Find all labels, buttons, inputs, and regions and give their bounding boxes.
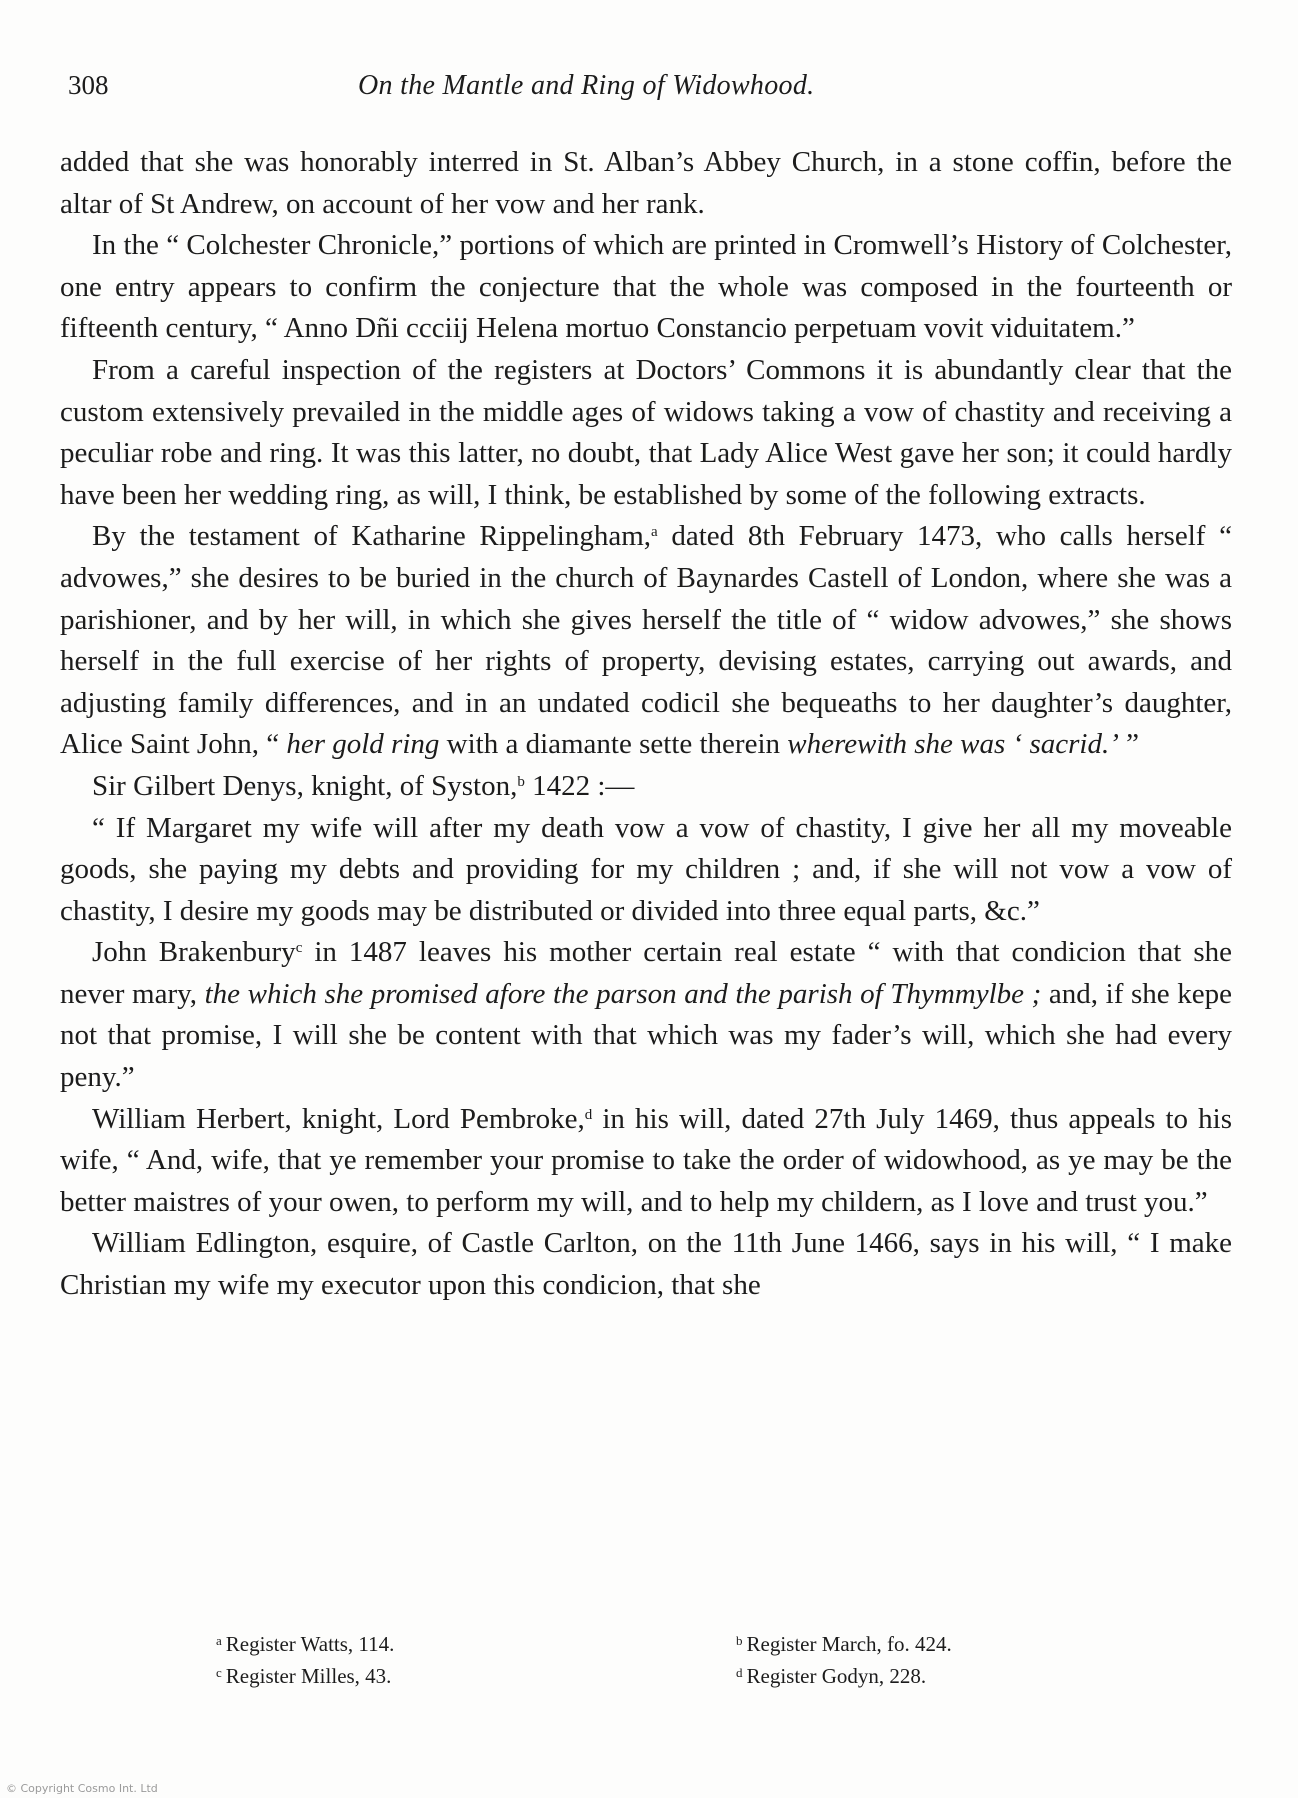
footnote-ref-a: a — [651, 524, 658, 541]
footnote-row — [216, 1628, 1066, 1660]
footnote-ref-b: b — [517, 773, 525, 790]
paragraph-5 — [60, 766, 1232, 808]
paragraph-6: “ If Margaret my wife will after my death vow a vow of chastity, I give her all my moveable goods, she paying my debts and providing for my children ; and, if she will not vow a vow of chastity, I desire my goods may be distributed or divided into three equal parts, &c.” — [60, 811, 1232, 927]
paragraph-7 — [60, 932, 1232, 1098]
footnote-text-a: Register Watts, 114. — [225, 1632, 395, 1656]
footnote-a — [216, 1628, 736, 1660]
body-text — [60, 142, 1232, 1307]
paragraph-5-text-a: Sir Gilbert Denys, knight, of Syston, — [92, 769, 518, 802]
footnote-text-d: Register Godyn, 228. — [746, 1664, 927, 1688]
paragraph-4-text-a: By the testament of Katharine Rippelingham, — [92, 520, 651, 553]
paragraph-2: In the “ Colchester Chronicle,” portions of which are printed in Cromwell’s History of Colchester, one entry appears to confirm the conjecture that the whole was composed in the fourteenth or fifteenth century, “ Anno Dñi ccciij Helena mortuo Constancio perpetuam vovit viduitatem.” — [60, 229, 1232, 345]
footnote-mark-c: c — [216, 1665, 222, 1680]
running-title: On the Mantle and Ring of Widowhood. — [358, 70, 815, 101]
footnote-ref-d: d — [584, 1106, 593, 1123]
running-header — [68, 70, 1238, 110]
footnote-text-c: Register Milles, 43. — [225, 1664, 392, 1688]
paragraph-8-text-b: in his will, dated 27th July 1469, thus appeals to his wife, “ And, wife, that ye remember your promise to take the order of widowhood, as ye may be the better maistres of your owen, to perform my will, and to help my childern, as I love and trust you.” — [60, 1102, 1233, 1218]
paragraph-4-italic-1: her gold ring — [286, 728, 440, 761]
footnote-mark-d: d — [736, 1665, 743, 1680]
footnote-text-b: Register March, fo. 424. — [746, 1632, 952, 1656]
footnote-row — [216, 1660, 1066, 1692]
paragraph-5-text-b: 1422 :— — [524, 769, 635, 802]
paragraph-7-text-b: in 1487 leaves his mother certain real estate “ with that condicion that she never mary, — [60, 936, 1233, 1010]
paragraph-9: William Edlington, esquire, of Castle Carlton, on the 11th June 1466, says in his will, “ I make Christian my wife my executor upon this condicion, that she — [60, 1227, 1232, 1302]
paragraph-4-text-b: dated 8th February 1473, who calls herself “ advowes,” she desires to be buried in the church of Baynardes Castell of London, where she was a parishioner, and by her will, in which she gives herself the title of “ widow advowes,” she shows herself in the full exercise of her rights of property, devising estates, carrying out awards, and adjusting family differences, and in an undated codicil she bequeaths to her daughter’s daughter, Alice Saint John, “ — [60, 520, 1232, 761]
paragraph-8 — [60, 1099, 1232, 1224]
paragraph-8-text-a: William Herbert, knight, Lord Pembroke, — [92, 1102, 585, 1135]
copyright-notice: © Copyright Cosmo Int. Ltd — [6, 1782, 158, 1795]
page-number: 308 — [68, 70, 109, 100]
paragraph-4-text-c: with a diamante sette therein — [439, 728, 788, 761]
footnote-mark-b: b — [736, 1633, 743, 1648]
paragraph-4 — [60, 516, 1232, 766]
footnote-mark-a: a — [216, 1633, 222, 1648]
paragraph-7-text-a: John Brakenbury — [92, 936, 296, 969]
paragraph-4-text-d: ” — [1118, 728, 1139, 761]
paragraph-1: added that she was honorably interred in St. Alban’s Abbey Church, in a stone coffin, before the altar of St Andrew, on account of her vow and her rank. — [60, 146, 1232, 220]
paragraph-7-italic: the which she promised afore the parson and the parish of Thymmylbe ; — [204, 977, 1042, 1010]
footnote-d — [736, 1660, 1066, 1692]
paragraph-4-italic-2: wherewith she was ‘ sacrid.’ — [787, 728, 1119, 761]
footnotes — [216, 1628, 1066, 1692]
footnote-b — [736, 1628, 1066, 1660]
paragraph-3: From a careful inspection of the registers at Doctors’ Commons it is abundantly clear that the custom extensively prevailed in the middle ages of widows taking a vow of chastity and receiving a peculiar robe and ring. It was this latter, no doubt, that Lady Alice West gave her son; it could hardly have been her wedding ring, as will, I think, be established by some of the following extracts. — [60, 353, 1232, 511]
footnote-c — [216, 1660, 736, 1692]
footnote-ref-c: c — [295, 940, 303, 957]
paragraph-7-text-c: and, if she kepe not that promise, I will she be content with that which was my fader’s will, which she had every peny.” — [60, 977, 1232, 1094]
